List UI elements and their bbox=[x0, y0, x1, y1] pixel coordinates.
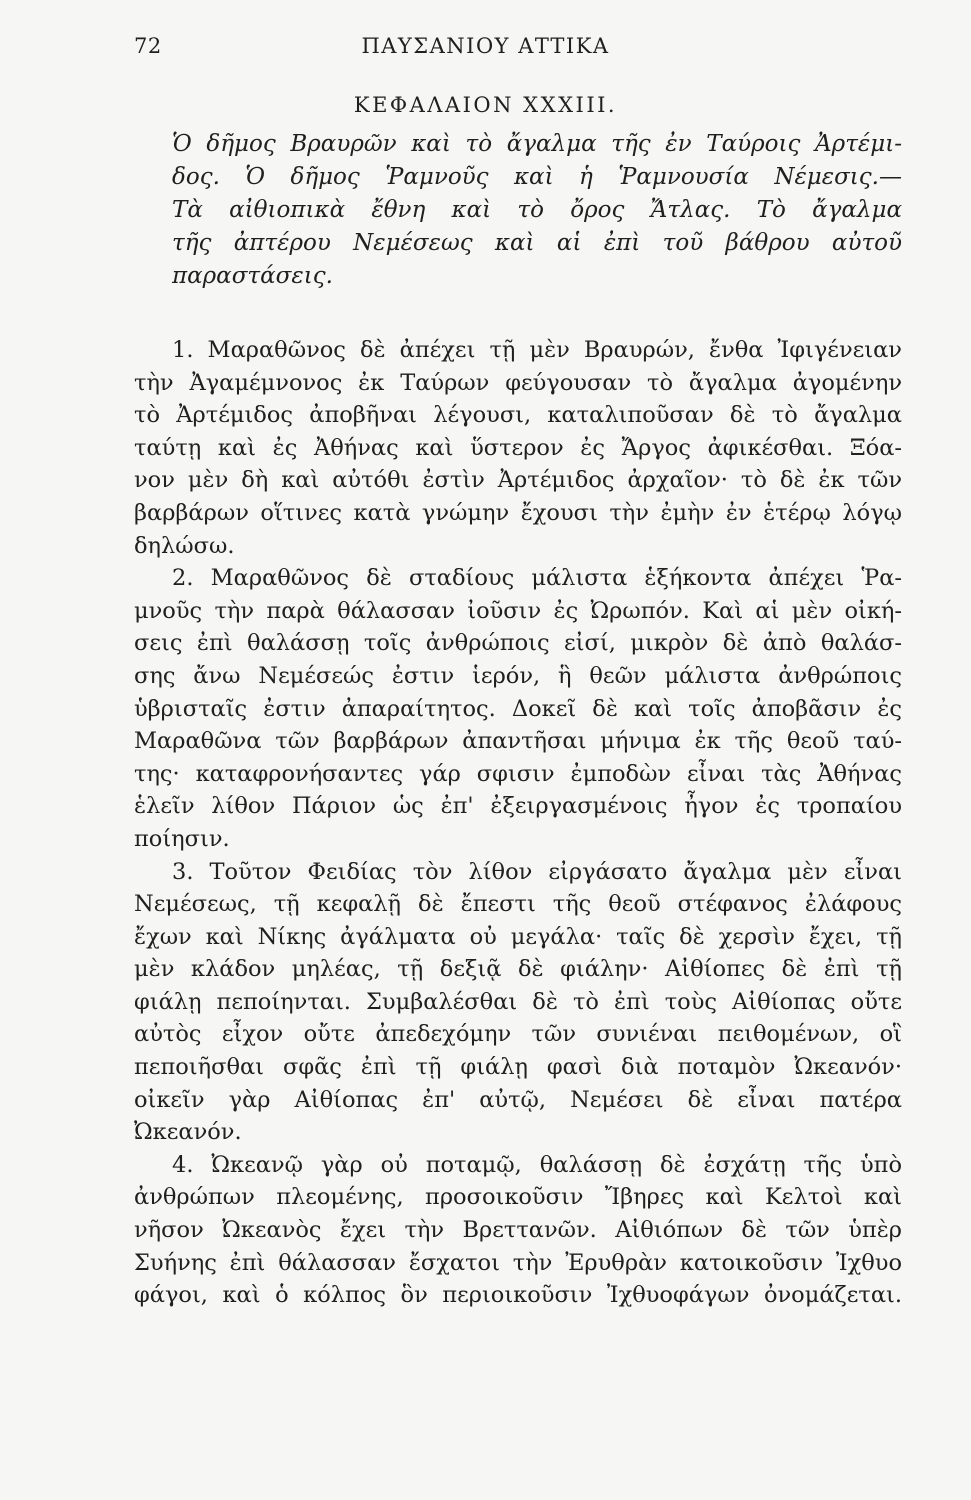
page-number: 72 bbox=[134, 34, 162, 58]
text-line: φάγοι, καὶ ὁ κόλπος ὃν περιοικοῦσιν Ἰχθυοφάγων ὀνομάζεται. bbox=[134, 1282, 902, 1309]
paragraph-1 bbox=[134, 334, 902, 562]
text-line: Μαραθῶνα τῶν βαρβάρων ἀπαντῆσαι μήνιμα ἐκ τῆς θεοῦ ταύ- bbox=[134, 728, 902, 755]
running-title: ΠΑΥΣΑΝΙΟΥ ΑΤΤΙΚΑ bbox=[361, 34, 610, 58]
text-line: πεποιῆσθαι σφᾶς ἐπὶ τῇ φιάλῃ φασὶ διὰ ποταμὸν Ὠκεανόν· bbox=[134, 1054, 902, 1081]
summary-line: δος. Ὁ δῆμος Ῥαμνοῦς καὶ ἡ Ῥαμνουσία Νέμεσις.— bbox=[172, 164, 902, 190]
summary-line: τῆς ἀπτέρου Νεμέσεως καὶ αἱ ἐπὶ τοῦ βάθρου αὐτοῦ bbox=[172, 230, 902, 256]
text-line: Νεμέσεως, τῇ κεφαλῇ δὲ ἔπεστι τῆς θεοῦ στέφανος ἐλάφους bbox=[134, 891, 902, 918]
text-line: τὴν Ἀγαμέμνονος ἐκ Ταύρων φεύγουσαν τὸ ἄγαλμα ἀγομένην bbox=[134, 369, 902, 396]
text-line: σης ἄνω Νεμέσεώς ἐστιν ἱερόν, ἣ θεῶν μάλιστα ἀνθρώποις bbox=[134, 662, 902, 689]
text-line: 1. Μαραθῶνος δὲ ἀπέχει τῇ μὲν Βραυρών, ἔνθα Ἰφιγένειαν bbox=[172, 337, 902, 363]
text-line: νον μὲν δὴ καὶ αὐτόθι ἐστὶν Ἀρτέμιδος ἀρχαῖον· τὸ δὲ ἐκ τῶν bbox=[134, 467, 902, 494]
text-line: ὑβρισταῖς ἐστιν ἀπαραίτητος. Δοκεῖ δὲ καὶ τοῖς ἀποβᾶσιν ἐς bbox=[134, 695, 902, 722]
text-line: ποίησιν. bbox=[134, 825, 230, 852]
text-line: 2. Μαραθῶνος δὲ σταδίους μάλιστα ἑξήκοντα ἀπέχει Ῥα- bbox=[172, 565, 902, 592]
summary-line: Τὰ αἰθιοπικὰ ἔθνη καὶ τὸ ὄρος Ἄτλας. Τὸ ἄγαλμα bbox=[172, 197, 902, 223]
body-text bbox=[134, 334, 902, 1312]
chapter-summary bbox=[172, 128, 902, 293]
text-line: μνοῦς τὴν παρὰ θάλασσαν ἰοῦσιν ἐς Ὠρωπόν. Καὶ αἱ μὲν οἰκή- bbox=[134, 597, 902, 624]
text-line: της· καταφρονήσαντες γάρ σφισιν ἐμποδὼν εἶναι τὰς Ἀθήνας bbox=[134, 760, 902, 787]
text-line: Ὠκεανόν. bbox=[134, 1119, 242, 1146]
paragraph-3 bbox=[134, 856, 902, 1149]
text-line: νῆσον Ὠκεανὸς ἔχει τὴν Βρεττανῶν. Αἰθιόπων δὲ τῶν ὑπὲρ bbox=[134, 1217, 902, 1244]
text-line: δηλώσω. bbox=[134, 532, 235, 559]
text-line: βαρβάρων οἵτινες κατὰ γνώμην ἔχουσι τὴν ἐμὴν ἐν ἑτέρῳ λόγῳ bbox=[134, 499, 902, 526]
text-line: αὐτὸς εἶχον οὔτε ἀπεδεχόμην τῶν συνιέναι πειθομένων, οἳ bbox=[134, 1021, 902, 1048]
paragraph-2 bbox=[134, 562, 902, 855]
chapter-title: ΚΕΦΑΛΑΙΟΝ XXXIII. bbox=[353, 93, 618, 117]
text-line: οἰκεῖν γὰρ Αἰθίοπας ἐπ' αὐτῷ, Νεμέσει δὲ εἶναι πατέρα bbox=[134, 1086, 902, 1113]
text-line: ταύτῃ καὶ ἐς Ἀθήνας καὶ ὕστερον ἐς Ἄργος ἀφικέσθαι. Ξόα- bbox=[134, 434, 902, 461]
text-line: Συήνης ἐπὶ θάλασσαν ἔσχατοι τὴν Ἐρυθρὰν κατοικοῦσιν Ἰχθυο bbox=[134, 1249, 902, 1276]
text-line: φιάλῃ πεποίηνται. Συμβαλέσθαι δὲ τὸ ἐπὶ τοὺς Αἰθίοπας οὔτε bbox=[134, 988, 902, 1015]
text-line: ἔχων καὶ Νίκης ἀγάλματα οὐ μεγάλα· ταῖς δὲ χερσὶν ἔχει, τῇ bbox=[134, 923, 902, 950]
text-line: ἑλεῖν λίθον Πάριον ὡς ἐπ' ἐξειργασμένοις ἦγον ἐς τροπαίου bbox=[134, 793, 902, 820]
text-line: 4. Ὠκεανῷ γὰρ οὐ ποταμῷ, θαλάσσῃ δὲ ἐσχάτῃ τῆς ὑπὸ bbox=[172, 1151, 902, 1178]
text-line: ἀνθρώπων πλεομένης, προσοικοῦσιν Ἴβηρες καὶ Κελτοὶ καὶ bbox=[134, 1184, 902, 1211]
summary-line: Ὁ δῆμος Βραυρῶν καὶ τὸ ἄγαλμα τῆς ἐν Ταύροις Ἀρτέμι- bbox=[172, 131, 902, 157]
text-line: 3. Τοῦτον Φειδίας τὸν λίθον εἰργάσατο ἄγαλμα μὲν εἶναι bbox=[172, 858, 902, 885]
text-line: σεις ἐπὶ θαλάσσῃ τοῖς ἀνθρώποις εἰσί, μικρὸν δὲ ἀπὸ θαλάσ- bbox=[134, 630, 902, 657]
summary-line: παραστάσεις. bbox=[172, 263, 333, 289]
text-line: τὸ Ἀρτέμιδος ἀποβῆναι λέγουσι, καταλιποῦσαν δὲ τὸ ἄγαλμα bbox=[134, 402, 902, 429]
text-line: μὲν κλάδον μηλέας, τῇ δεξιᾷ δὲ φιάλην· Αἰθίοπες δὲ ἐπὶ τῇ bbox=[134, 956, 902, 983]
paragraph-4 bbox=[134, 1149, 902, 1312]
